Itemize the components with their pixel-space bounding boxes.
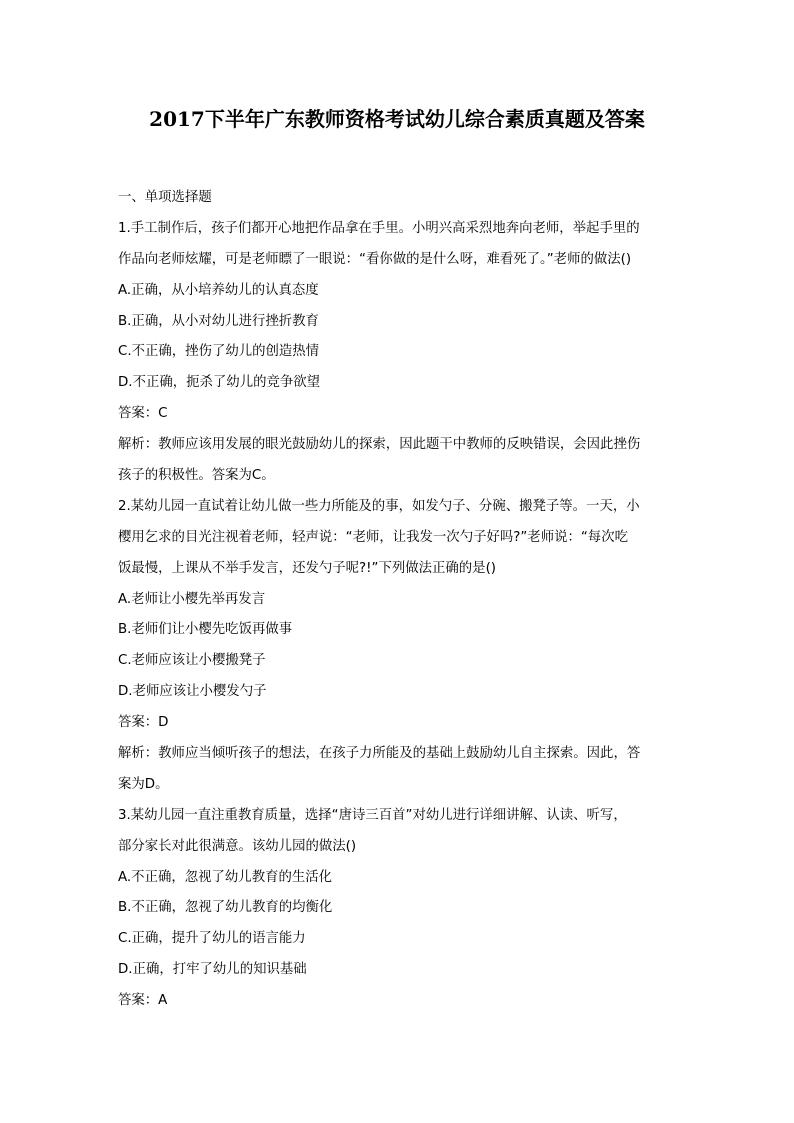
answer: 答案：C [118, 406, 168, 422]
option-c: C.老师应该让小樱搬凳子 [118, 653, 266, 669]
question-stem-line: 饭最慢，上课从不举手发言，还发勺子呢?!”下列做法正确的是() [118, 560, 497, 576]
question-stem-line: 1.手工制作后，孩子们都开心地把作品拿在手里。小明兴高采烈地奔向老师，举起手里的 [118, 220, 640, 236]
option-a: A.不正确，忽视了幼儿教育的生活化 [118, 869, 333, 885]
question-3 [118, 801, 678, 1017]
option-c: C.正确，提升了幼儿的语言能力 [118, 931, 306, 947]
answer: 答案：A [118, 993, 168, 1009]
question-stem-line: 3.某幼儿园一直注重教育质量，选择“唐诗三百首”对幼儿进行详细讲解、认读、听写， [118, 807, 627, 823]
option-c: C.不正确，挫伤了幼儿的创造热情 [118, 344, 320, 360]
option-a: A.老师让小樱先举再发言 [118, 591, 266, 607]
analysis-line: 解析：教师应该用发展的眼光鼓励幼儿的探索，因此题干中教师的反映错误，会因此挫伤 [118, 437, 641, 453]
analysis-line: 孩子的积极性。答案为C。 [118, 468, 275, 484]
document-body [118, 183, 678, 1017]
question-stem-line: 部分家长对此很满意。该幼儿园的做法() [118, 838, 357, 854]
option-b: B.老师们让小樱先吃饭再做事 [118, 622, 293, 638]
option-d: D.正确，打牢了幼儿的知识基础 [118, 962, 307, 978]
answer: 答案：D [118, 715, 169, 731]
option-a: A.正确，从小培养幼儿的认真态度 [118, 282, 319, 298]
option-b: B.正确，从小对幼儿进行挫折教育 [118, 313, 319, 329]
analysis-line: 案为D。 [118, 776, 169, 792]
question-2 [118, 492, 678, 801]
option-d: D.不正确，扼杀了幼儿的竞争欲望 [118, 375, 321, 391]
option-d: D.老师应该让小樱发勺子 [118, 684, 267, 700]
question-stem-line: 樱用乞求的目光注视着老师，轻声说：“老师，让我发一次勺子好吗?”老师说：“每次吃 [118, 529, 628, 545]
option-b: B.不正确，忽视了幼儿教育的均衡化 [118, 900, 333, 916]
analysis-line: 解析：教师应当倾听孩子的想法，在孩子力所能及的基础上鼓励幼儿自主探索。因此，答 [118, 746, 641, 762]
question-stem-line: 2.某幼儿园一直试着让幼儿做一些力所能及的事，如发勺子、分碗、搬凳子等。一天，小 [118, 498, 640, 514]
question-stem-line: 作品向老师炫耀，可是老师瞟了一眼说：“看你做的是什么呀，难看死了。”老师的做法() [118, 251, 632, 267]
question-1 [118, 214, 678, 492]
document-title: 2017下半年广东教师资格考试幼儿综合素质真题及答案 [149, 107, 645, 131]
section-heading: 一、单项选择题 [118, 190, 212, 205]
